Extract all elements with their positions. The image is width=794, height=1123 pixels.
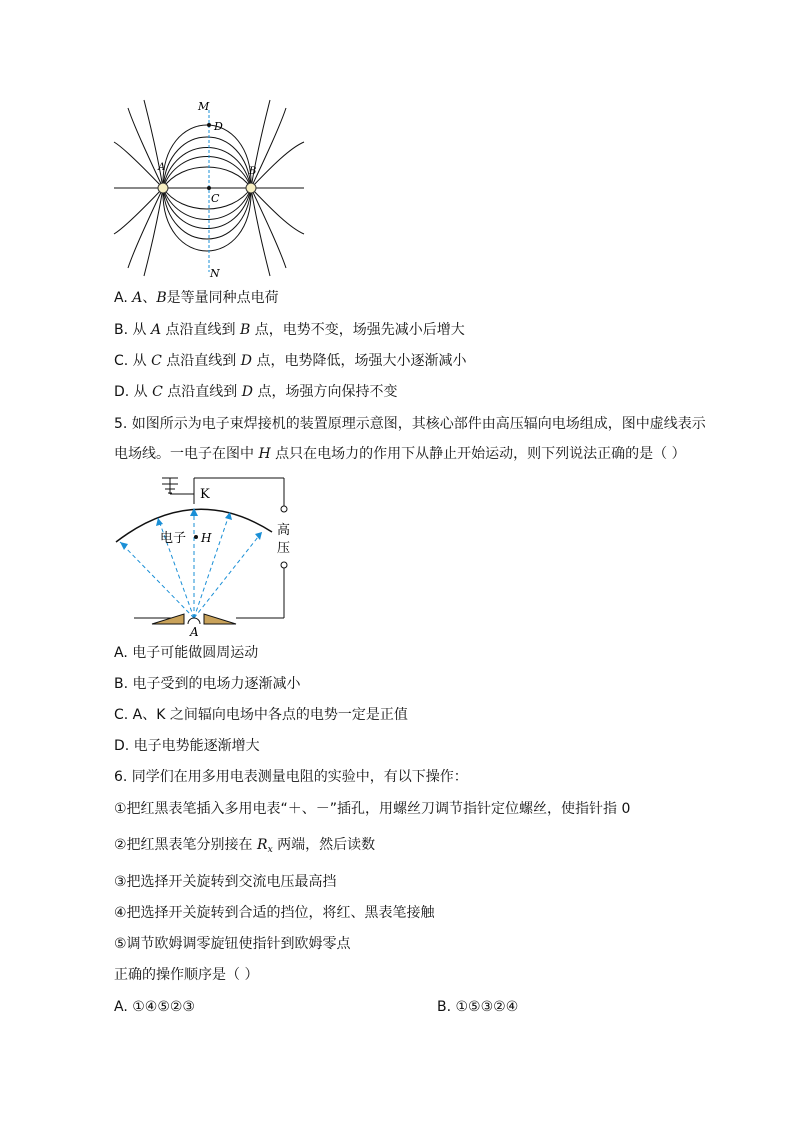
q4-option-b[interactable]: B. 从 A 点沿直线到 B 点，电势不变，场强先减小后增大 [114,322,465,338]
label-k: K [200,487,210,502]
q4-option-c[interactable]: C. 从 C 点沿直线到 D 点，电势降低，场强大小逐渐减小 [114,353,467,369]
label-d: D [214,120,223,133]
q4-option-a[interactable]: A. A、B是等量同种点电荷 [114,290,279,306]
q6-option-b[interactable]: B. ①⑤③②④ [437,999,519,1015]
label-high: 高 [277,523,291,538]
q5-option-c[interactable]: C. A、K 之间辐向电场中各点的电势一定是正值 [114,707,408,723]
label-c: C [211,192,220,205]
q5-option-a[interactable]: A. 电子可能做圆周运动 [114,645,259,661]
q5-option-b[interactable]: B. 电子受到的电场力逐渐减小 [114,676,301,692]
q6-step-4: ④把选择开关旋转到合适的挡位，将红、黑表笔接触 [114,905,435,921]
q6-stem: 6. 同学们在用多用电表测量电阻的实验中，有以下操作： [114,769,468,785]
q6-question: 正确的操作顺序是（ ） [114,967,259,983]
label-electron: 电子 [160,531,187,546]
q6-step-3: ③把选择开关旋转到交流电压最高挡 [114,874,337,890]
label-b: B [249,166,257,177]
q6-step-1: ①把红黑表笔插入多用电表“＋、－”插孔，用螺丝刀调节指针定位螺丝，使指针指 0 [114,801,631,817]
label-n: N [210,267,220,280]
q5-option-d[interactable]: D. 电子电势能逐渐增大 [114,738,260,754]
charge-a [158,183,168,193]
q5-stem-line1: 5. 如图所示为电子束焊接机的装置原理示意图，其核心部件由高压辐向电场组成，图中虚线表示 [114,416,706,432]
q6-option-a[interactable]: A. ①④⑤②③ [114,999,195,1015]
electron-beam-figure [112,472,302,640]
q5-stem-line2: 电场线。一电子在图中 H 点只在电场力的作用下从静止开始运动，则下列说法正确的是（ ） [114,446,686,462]
field-lines-figure [112,96,308,280]
label-m: M [198,100,210,113]
label-a: A [158,162,166,173]
q6-step-2: ②把红黑表笔分别接在 $R_x$ 两端，然后读数 [114,837,376,855]
label-a-anode: A [190,625,199,639]
q6-step-5: ⑤调节欧姆调零旋钮使指针到欧姆零点 [114,936,351,952]
label-voltage: 压 [277,541,291,556]
q4-option-d[interactable]: D. 从 C 点沿直线到 D 点，场强方向保持不变 [114,384,398,400]
label-h: H [201,531,212,545]
charge-b [246,183,256,193]
